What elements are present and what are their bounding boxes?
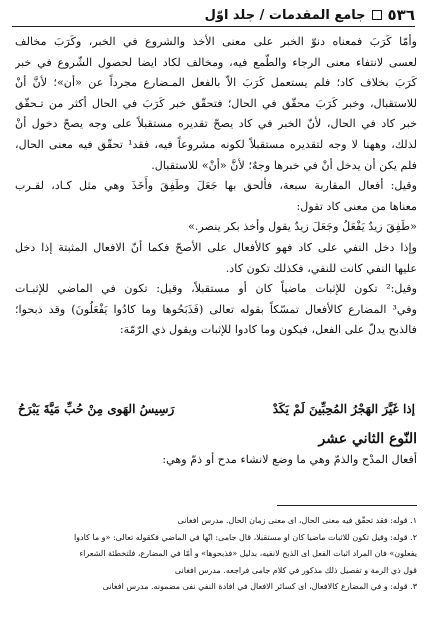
paragraph-negation xyxy=(15,238,417,279)
text-line: وقيل: أفعال المقاربة سبعة، فألحق بها جَعَلَ وطَفِقَ وأَخَذَ وهي مثل كـاد، لقـرب xyxy=(15,179,417,193)
page-header xyxy=(12,4,415,27)
text-line: لعسى لانتفاء معنى الرجاء والطّمع فيه، ومخالف لكاد ايضا لحصول الشّروع في خبر xyxy=(15,55,417,69)
footnote: ٣. قوله: و في المضارع كالافعال، اى كسائر الافعال في افادة النفي نفى مضمونه. مدرس افغانى xyxy=(102,582,417,592)
text-line: معناها من معنى كاد تقول: xyxy=(296,199,417,213)
verse-first-hemistich: إذا غَيَّرَ الهَجْرُ المُحِبِّينَ لَمْ يَكَدْ xyxy=(272,402,415,416)
poem-verse xyxy=(18,398,415,420)
footnote: ٢. قوله: وقيل تكون للاثبات ماضيا كان او مستقبلا، قال جامى: انّها في الماضي فكقوله تعالى: «و ما كادوا xyxy=(73,532,417,542)
text-line: عليها النفي كانت للنفي، فكذلك تكون كاد. xyxy=(225,261,417,275)
text-line: وقيل:² تكون للإثبات ماضياً كان أو مستقبلاً، وقيل: تكون في الماضي للإثبـات xyxy=(15,282,417,296)
page-number: ٥٣٦ xyxy=(387,6,415,24)
text-line: فلم يكن أن يدخل أنْ في خبرها وجهٌ؛ لأنَّ «أنْ» للاستقبال. xyxy=(151,158,417,172)
main-text xyxy=(15,32,417,341)
text-line: كَرَبَ بخلاف كاد؛ فلم يستعمل كَرَبَ الاّ بالفعل المـضارع مجرداً عن «أن»؛ لأنَّ أنْ xyxy=(15,76,417,90)
footnote: قول ذي الرمة و تفصيل ذلك مذكور في كلام جامى فراجعه. مدرس افغانى xyxy=(174,565,417,575)
paragraph-seven-verbs xyxy=(15,176,417,217)
paragraph-example xyxy=(15,217,417,238)
book-title: جامع المقدمات / جلد اوّل xyxy=(204,7,366,23)
text-line: فالذبح يدلّ على الفعل، فيكون وما كادوا للإثبات ويقول ذي الرّمّة: xyxy=(119,323,417,337)
footnote: يفعلون» فان المراد اثبات الفعل اى الذبح لانفيه، بدليل «فذبحوها» و أمّا في المضارع، فلتخطئة الشعراء xyxy=(79,549,417,559)
text-line: لذلك، وههنا لا وجه لتقديره مستقبلاً لكونه مشروعاً فيه، فقد¹ تحقّق فيه معنى الحال، xyxy=(15,137,417,151)
footnote: ١. قوله: فقد تحقّق فيه معنى الحال، اى معنى زمان الحال. مدرس افغانى xyxy=(177,516,417,525)
verse-second-hemistich: رَسِيسُ الهَوى مِنْ حُبِّ مَيَّةَ يَبْرَحُ xyxy=(18,402,175,416)
paragraph-opinion xyxy=(15,279,417,341)
text-line: وفي³ المضارع كالأفعال تمسّكاً بقوله تعالى (فَذَبَحُوها وما كادُوا يَفْعَلُونَ) وقد ذبحوا؛ xyxy=(15,302,417,316)
text-line: خبر كاد في الحال، لأنّ الخبر في كاد يصحّ تقديره مستقبلاً على وجه يصحّ دخول أنْ xyxy=(15,117,417,131)
paragraph-karaba xyxy=(15,32,417,176)
text-line: وإذا دخل النفي على كاد فهو كالأفعال على الأصحّ فكما أنّ الافعال المثبتة إذا دخل xyxy=(15,240,417,254)
section-heading: النّوع الثاني عشر xyxy=(318,431,417,447)
text-line: وأمّا كَرَبَ فمعناه دنوّ الخبر على معنى الأخذ والشروع في الخبر، وكَرَبَ مخالف xyxy=(15,35,417,48)
footnote-divider xyxy=(277,505,417,506)
footnotes xyxy=(14,513,417,596)
square-icon xyxy=(372,10,382,20)
text-line: للاستقبال، وخبر كَرَبَ محقّق في الحال؛ فتحقّق خبر كَرَبَ في الحال أكثر من تـحقّق xyxy=(15,96,417,110)
section-text: أفعال المدْح والذمّ وهي ما وضع لانشاء مدح أو ذمّ وهي: xyxy=(162,453,417,466)
example-line: «طَفِقَ زيدٌ يَفْعَلُ وجَعَلَ زيدٌ يقول وأخذ بكر ينصر.» xyxy=(187,220,417,234)
